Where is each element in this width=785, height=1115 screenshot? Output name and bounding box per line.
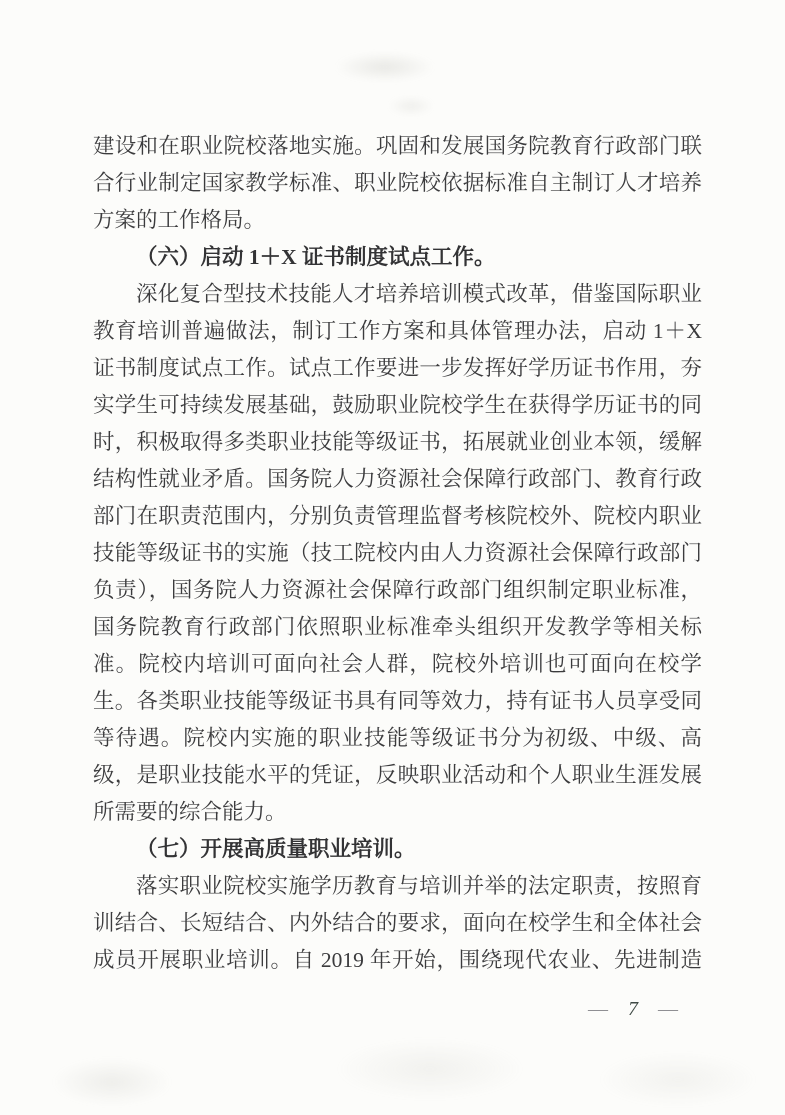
text-line: 实学生可持续发展基础，鼓励职业院校学生在获得学历证书的同 xyxy=(93,393,702,417)
page-number-dash-right: — xyxy=(658,998,678,1020)
text-line: 训结合、长短结合、内外结合的要求，面向在校学生和全体社会 xyxy=(93,911,702,935)
text-line: 生。各类职业技能等级证书具有同等效力，持有证书人员享受同 xyxy=(93,689,702,713)
text-line: 成员开展职业培训。自 2019 年开始，围绕现代农业、先进制造 xyxy=(93,948,702,972)
scan-smudge xyxy=(335,1038,525,1100)
text-line: 所需要的综合能力。 xyxy=(93,800,287,824)
text-line: （七）开展高质量职业培训。 xyxy=(136,837,416,861)
text-line: 合行业制定国家教学标准、职业院校依据标准自主制订人才培养 xyxy=(93,171,702,195)
page-number xyxy=(588,997,678,1021)
text-line: 负责），国务院人力资源社会保障行政部门组织制定职业标准， xyxy=(93,578,702,602)
text-line: 等待遇。院校内实施的职业技能等级证书分为初级、中级、高 xyxy=(93,726,702,750)
page-number-value: 7 xyxy=(628,998,638,1020)
text-block xyxy=(93,128,702,979)
text-line: 深化复合型技术技能人才培养培训模式改革，借鉴国际职业 xyxy=(136,282,702,306)
scan-smudge xyxy=(388,96,434,116)
text-line: 结构性就业矛盾。国务院人力资源社会保障行政部门、教育行政 xyxy=(93,467,702,491)
text-line: 部门在职责范围内，分别负责管理监督考核院校外、院校内职业 xyxy=(93,504,702,528)
text-line: 方案的工作格局。 xyxy=(93,208,266,232)
text-line: 教育培训普遍做法，制订工作方案和具体管理办法，启动 1＋X xyxy=(93,319,702,343)
text-line: 准。院校内培训可面向社会人群，院校外培训也可面向在校学 xyxy=(93,652,702,676)
scan-smudge xyxy=(52,1058,172,1106)
text-line: 技能等级证书的实施（技工院校内由人力资源社会保障行政部门 xyxy=(93,541,702,565)
text-line: 国务院教育行政部门依照职业标准牵头组织开发教学等相关标 xyxy=(93,615,702,639)
page-number-dash-left: — xyxy=(588,998,608,1020)
text-line: （六）启动 1＋X 证书制度试点工作。 xyxy=(136,245,496,269)
scan-smudge xyxy=(598,1052,758,1107)
text-line: 证书制度试点工作。试点工作要进一步发挥好学历证书作用，夯 xyxy=(93,356,702,380)
scan-smudge xyxy=(335,52,435,82)
text-line: 级，是职业技能水平的凭证，反映职业活动和个人职业生涯发展 xyxy=(93,763,702,787)
text-line: 建设和在职业院校落地实施。巩固和发展国务院教育行政部门联 xyxy=(93,134,702,158)
text-line: 落实职业院校实施学历教育与培训并举的法定职责，按照育 xyxy=(136,874,702,898)
text-line: 时，积极取得多类职业技能等级证书，拓展就业创业本领，缓解 xyxy=(93,430,702,454)
